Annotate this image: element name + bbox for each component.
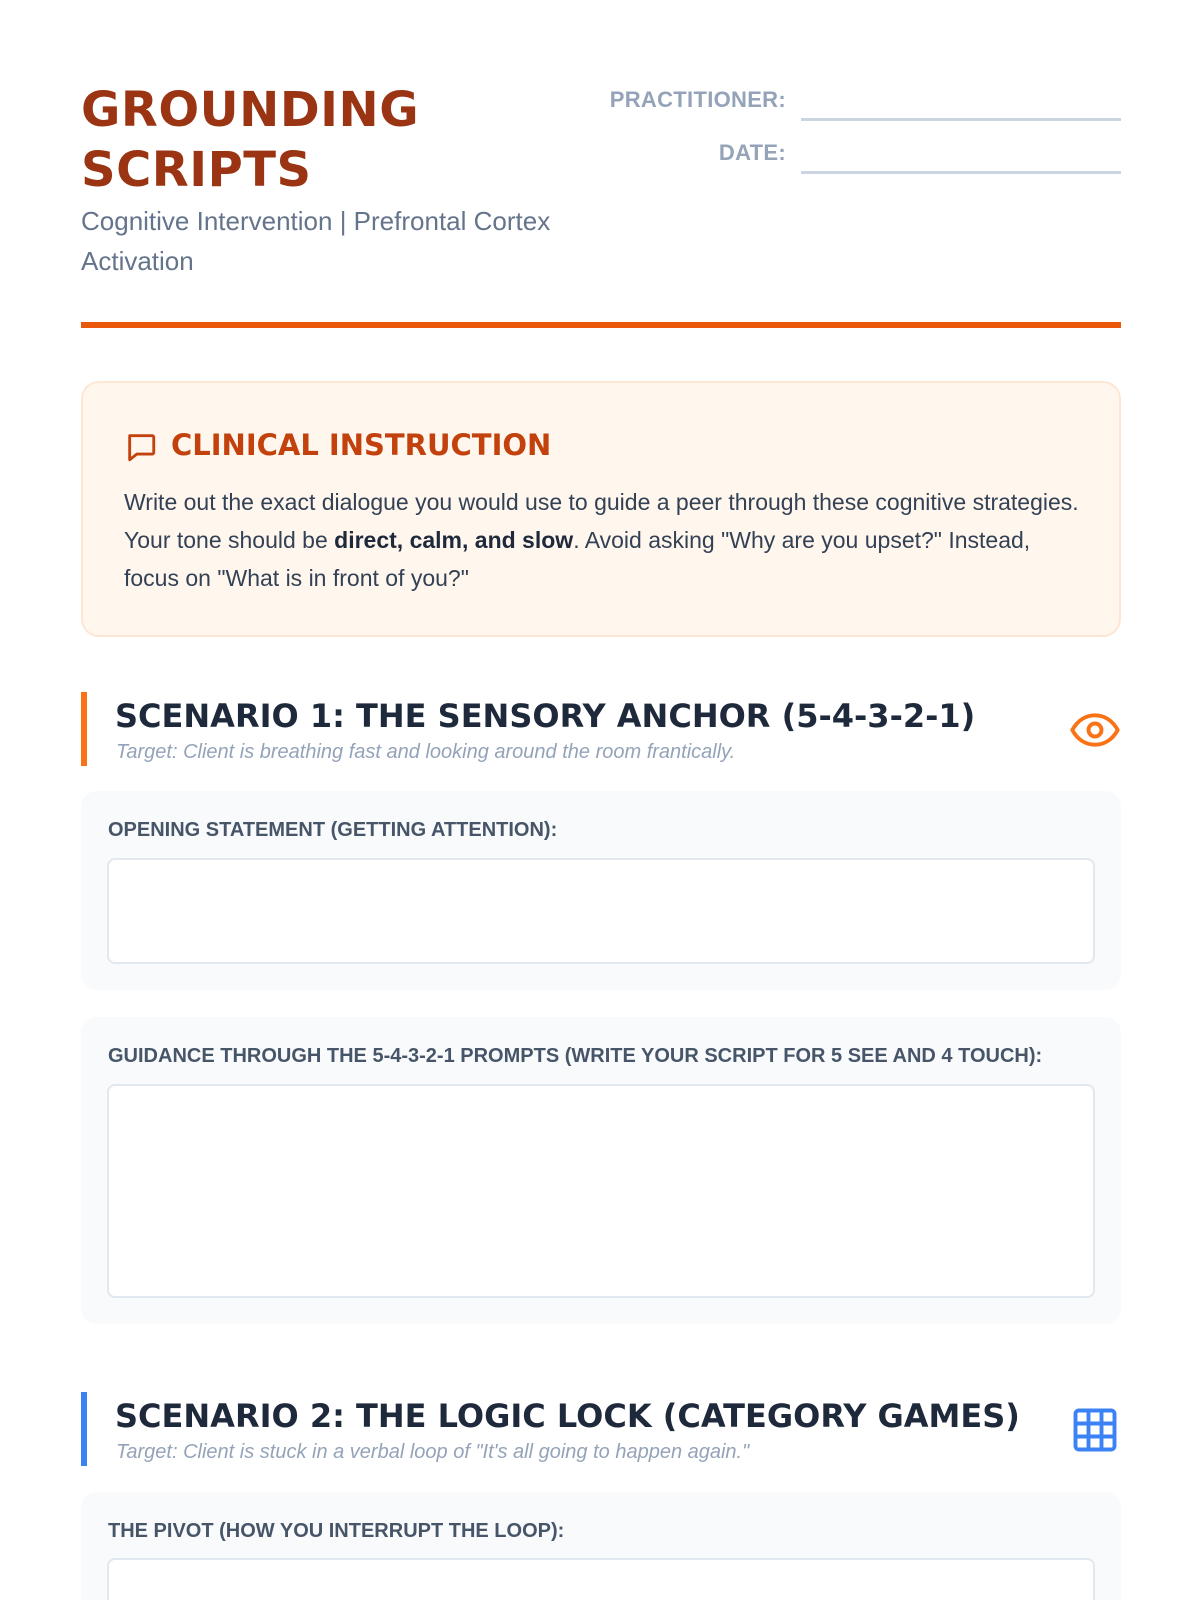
instruction-text-start: Write out the exact dialogue you would use to guide a peer through these cognitive strategies. Your tone should be xyxy=(124,489,1079,553)
scenario-2-header xyxy=(81,1392,1121,1466)
prompt-label: GUIDANCE THROUGH THE 5-4-3-2-1 PROMPTS (WRITE YOUR SCRIPT FOR 5 SEE AND 4 TOUCH): xyxy=(108,1045,1043,1067)
practitioner-row xyxy=(601,84,1121,124)
prompt-label: OPENING STATEMENT (GETTING ATTENTION): xyxy=(108,819,558,841)
scenario-1-title: SCENARIO 1: THE SENSORY ANCHOR (5-4-3-2-1) xyxy=(115,697,976,735)
header-divider xyxy=(81,322,1121,328)
date-row xyxy=(601,137,1121,177)
page-subtitle: Cognitive Intervention | Prefrontal Cortex Activation xyxy=(81,206,551,276)
page-title: GROUNDING SCRIPTS xyxy=(81,82,420,198)
instruction-title: CLINICAL INSTRUCTION xyxy=(171,428,552,462)
date-field[interactable] xyxy=(801,171,1121,174)
scenario-2-accent-bar xyxy=(81,1392,87,1466)
scenario-2-target: Target: Client is stuck in a verbal loop of "It's all going to happen again." xyxy=(116,1441,750,1463)
practitioner-field[interactable] xyxy=(801,118,1121,121)
pivot-input[interactable] xyxy=(107,1558,1095,1600)
clinical-instruction-box xyxy=(81,381,1121,637)
instruction-emphasis: direct, calm, and slow xyxy=(334,527,574,553)
response-card xyxy=(81,791,1121,990)
grid-icon xyxy=(1069,1404,1121,1456)
scenario-2-title: SCENARIO 2: THE LOGIC LOCK (CATEGORY GAMES) xyxy=(115,1397,1020,1435)
instruction-text-end: . Avoid asking "Why are you upset?" Instead, focus on "What is in front of you?" xyxy=(124,527,1031,591)
response-card xyxy=(81,1492,1121,1600)
message-square-icon xyxy=(124,430,158,464)
date-label: DATE: xyxy=(718,140,786,165)
scenario-1-target: Target: Client is breathing fast and looking around the room frantically. xyxy=(116,741,736,763)
scenario-1-header xyxy=(81,692,1121,766)
opening-statement-input[interactable] xyxy=(107,858,1095,964)
page-header xyxy=(81,80,1121,330)
prompt-label: THE PIVOT (HOW YOU INTERRUPT THE LOOP): xyxy=(108,1520,565,1542)
scenario-1-accent-bar xyxy=(81,692,87,766)
practitioner-label: PRACTITIONER: xyxy=(609,87,786,112)
response-card xyxy=(81,1017,1121,1324)
eye-icon xyxy=(1069,704,1121,756)
guidance-script-input[interactable] xyxy=(107,1084,1095,1298)
instruction-text xyxy=(124,483,1084,597)
